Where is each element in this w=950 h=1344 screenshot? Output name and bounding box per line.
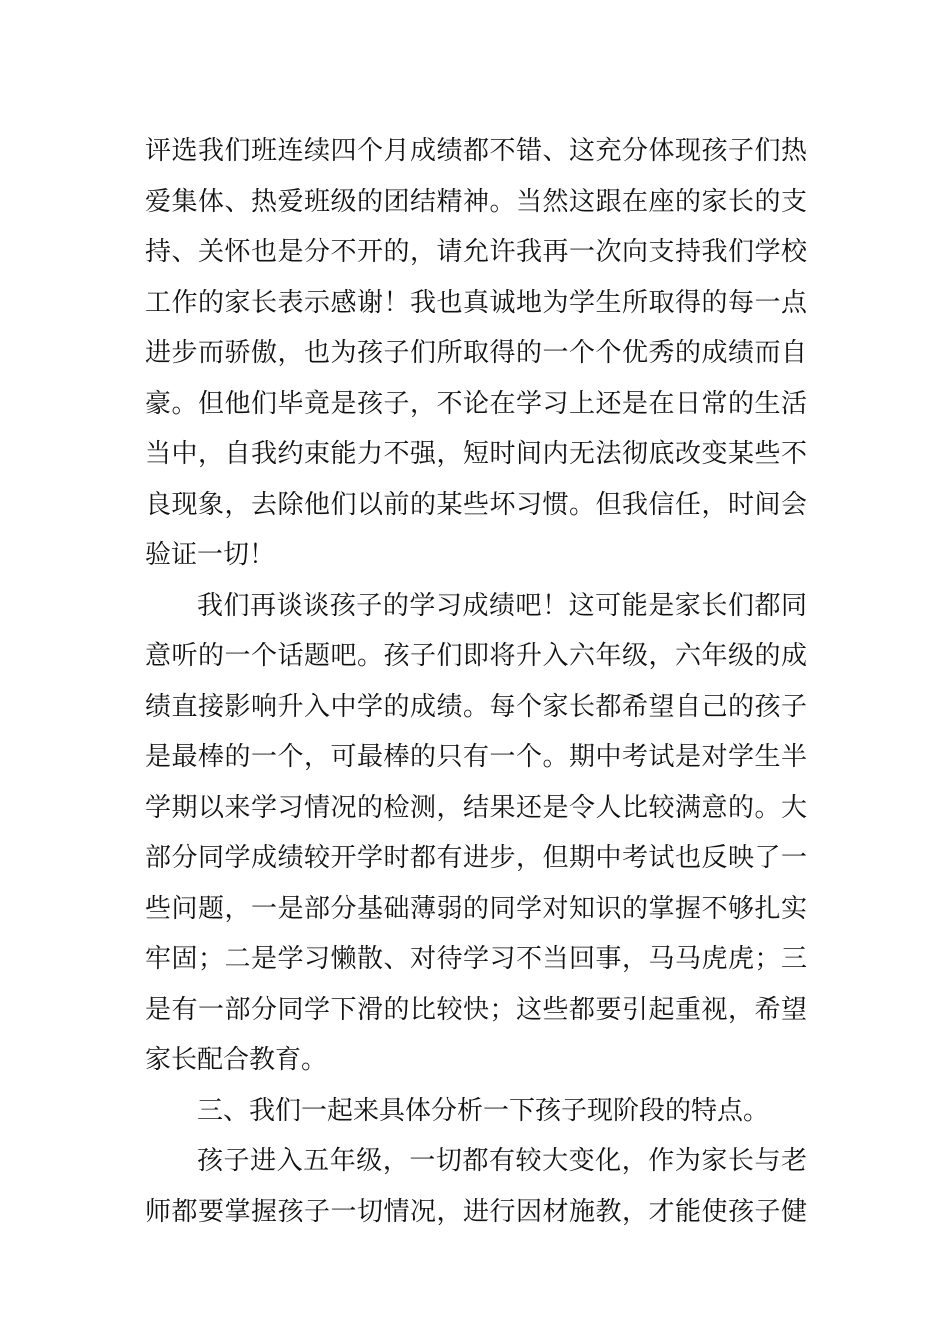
text-line: 绩直接影响升入中学的成绩。每个家长都希望自己的孩子	[145, 691, 807, 722]
text-line: 是最棒的一个，可最棒的只有一个。期中考试是对学生半	[145, 742, 807, 772]
section-heading: 三、我们一起来具体分析一下孩子现阶段的特点。	[197, 1095, 770, 1126]
text-line: 工作的家长表示感谢！我也真诚地为学生所取得的每一点	[145, 287, 807, 318]
text-line: 意听的一个话题吧。孩子们即将升入六年级，六年级的成	[145, 641, 807, 671]
text-line: 师都要掌握孩子一切情况，进行因材施教，才能使孩子健	[145, 1196, 807, 1227]
text-line: 些问题，一是部分基础薄弱的同学对知识的掌握不够扎实	[145, 893, 807, 924]
text-line: 验证一切！	[145, 540, 276, 570]
text-line: 进步而骄傲，也为孩子们所取得的一个个优秀的成绩而自	[145, 338, 807, 368]
text-line: 当中，自我约束能力不强，短时间内无法彻底改变某些不	[145, 439, 807, 469]
text-line: 学期以来学习情况的检测，结果还是令人比较满意的。大	[145, 792, 807, 823]
paragraph-first-line: 我们再谈谈孩子的学习成绩吧！这可能是家长们都同	[197, 590, 807, 621]
text-line: 是有一部分同学下滑的比较快；这些都要引起重视，希望	[145, 994, 807, 1025]
text-line: 爱集体、热爱班级的团结精神。当然这跟在座的家长的支	[145, 186, 807, 217]
text-line: 家长配合教育。	[145, 1045, 328, 1075]
paragraph-first-line: 孩子进入五年级，一切都有较大变化，作为家长与老	[197, 1146, 807, 1176]
text-line: 评选我们班连续四个月成绩都不错、这充分体现孩子们热	[145, 136, 807, 166]
text-line: 部分同学成绩较开学时都有进步，但期中考试也反映了一	[145, 843, 807, 873]
text-line: 持、关怀也是分不开的，请允许我再一次向支持我们学校	[145, 237, 807, 267]
document-body	[145, 126, 807, 1237]
text-line: 良现象，去除他们以前的某些坏习惯。但我信任，时间会	[145, 489, 807, 520]
text-line: 牢固；二是学习懒散、对待学习不当回事，马马虎虎；三	[145, 944, 807, 974]
text-line: 豪。但他们毕竟是孩子，不论在学习上还是在日常的生活	[145, 388, 807, 419]
